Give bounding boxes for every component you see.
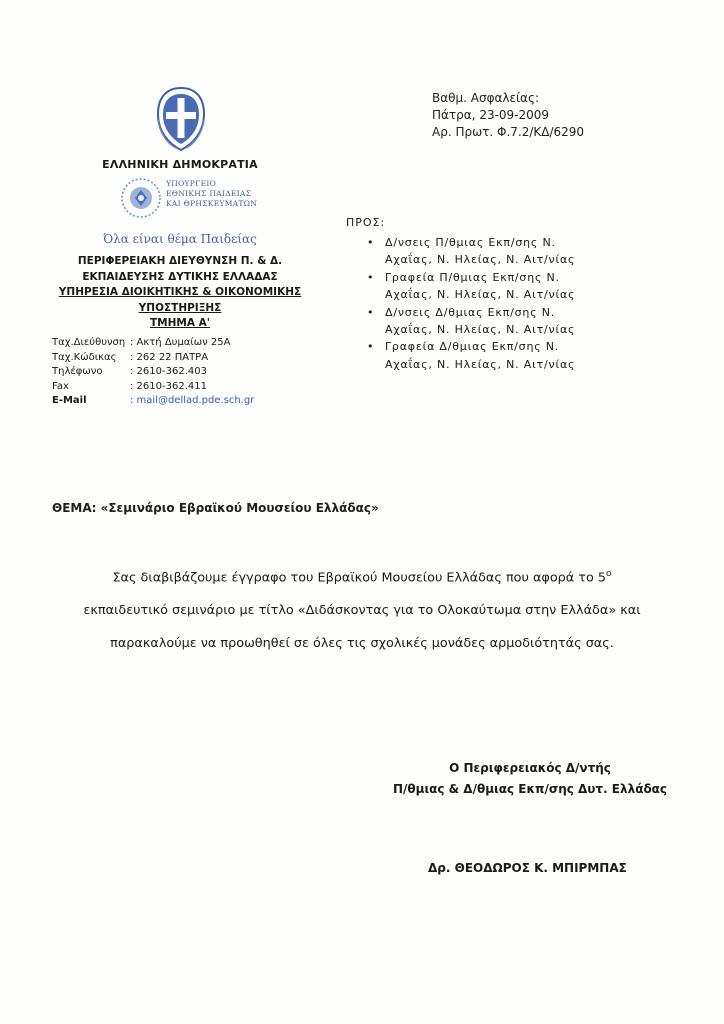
greek-coat-of-arms-icon: [152, 84, 210, 154]
contact-label: Fax: [52, 380, 69, 392]
subject-line: ΘΕΜΑ: «Σεμινάριο Εβραϊκού Μουσείου Ελλάδας»: [52, 501, 379, 515]
contact-row: [52, 351, 254, 366]
contact-row: [52, 394, 254, 409]
ministry-line: ΕΘΝΙΚΗΣ ΠΑΙΔΕΙΑΣ: [166, 189, 252, 198]
ministry-logo-icon: [118, 175, 164, 221]
body-line: παρακαλούμε να προωθηθεί σε όλες τις σχολικές μονάδες αρμοδιότητάς σας.: [110, 636, 614, 652]
recipients-list: [367, 234, 575, 373]
bullet-icon: •: [367, 236, 375, 249]
department-line: ΥΠΗΡΕΣΙΑ ΔΙΟΙΚΗΤΙΚΗΣ & ΟΙΚΟΝΟΜΙΚΗΣ: [58, 286, 302, 298]
signatory-title: Ο Περιφερειακός Δ/ντής: [449, 761, 611, 775]
ministry-name: [166, 179, 257, 209]
recipient-line: Γραφεία Π/θμιας Εκπ/σης Ν.: [385, 270, 560, 284]
department-line: ΠΕΡΙΦΕΡΕΙΑΚΗ ΔΙΕΥΘΥΝΣΗ Π. & Δ.: [77, 255, 283, 267]
contact-value: : 2610-362.411: [130, 380, 207, 392]
republic-title: ΕΛΛΗΝΙΚΗ ΔΗΜΟΚΡΑΤΙΑ: [102, 158, 258, 171]
contact-row: [52, 365, 254, 380]
contact-block: [52, 336, 254, 409]
body-line: [52, 558, 672, 594]
recipient-line: Αχαΐας, Ν. Ηλείας, Ν. Αιτ/νίας: [385, 357, 576, 371]
contact-label: Ταχ.Κώδικας: [52, 351, 117, 363]
contact-label: Ταχ.Διεύθυνση: [52, 337, 126, 348]
recipients-heading: ΠΡΟΣ:: [346, 216, 386, 229]
place-date: Πάτρα, 23-09-2009: [432, 108, 550, 122]
contact-row: [52, 380, 254, 395]
contact-value: : Ακτή Δυμαίων 25Α: [130, 337, 231, 348]
list-item: [367, 304, 575, 339]
recipient-line: Αχαΐας, Ν. Ηλείας, Ν. Αιτ/νίας: [385, 323, 576, 337]
ministry-line: ΥΠΟΥΡΓΕΙΟ: [166, 179, 217, 188]
recipient-line: Δ/νσεις Π/θμιας Εκπ/σης Ν.: [385, 236, 556, 249]
signatory-name: Δρ. ΘΕΟΔΩΡΟΣ Κ. ΜΠΙΡΜΠΑΣ: [428, 861, 627, 875]
ordinal-superscript: ο: [606, 569, 612, 579]
security-level: Βαθμ. Ασφαλείας:: [432, 91, 540, 105]
contact-row: [52, 336, 254, 351]
signatory-subtitle: Π/θμιας & Δ/θμιας Εκπ/σης Δυτ. Ελλάδας: [392, 782, 668, 796]
department-block: [40, 254, 320, 332]
protocol-number: Αρ. Πρωτ. Φ.7.2/ΚΔ/6290: [432, 125, 585, 139]
slogan: Όλα είναι θέμα Παιδείας: [103, 232, 257, 246]
department-line: ΤΜΗΜΑ Α': [150, 317, 210, 329]
contact-value: : 2610-362.403: [130, 366, 207, 377]
recipient-line: Αχαΐας, Ν. Ηλείας, Ν. Αιτ/νίας: [385, 253, 576, 267]
ministry-line: ΚΑΙ ΘΡΗΣΚΕΥΜΑΤΩΝ: [166, 199, 258, 208]
recipient-line: Δ/νσεις Δ/θμιας Εκπ/σης Ν.: [385, 305, 556, 319]
email-link[interactable]: : mail@dellad.pde.sch.gr: [130, 395, 255, 406]
department-line: ΕΚΠΑΙΔΕΥΣΗΣ ΔΥΤΙΚΗΣ ΕΛΛΑΔΑΣ: [82, 270, 278, 283]
list-item: [367, 338, 575, 373]
bullet-icon: •: [367, 340, 375, 354]
body-line: εκπαιδευτικό σεμινάριο με τίτλο «Διδάσκοντας για το Ολοκαύτωμα στην Ελλάδα» και: [83, 603, 641, 619]
bullet-icon: •: [367, 305, 375, 319]
body-line-1: Σας διαβιβάζουμε έγγραφο του Εβραϊκού Μουσείου Ελλάδας που αφορά το 5: [112, 570, 607, 586]
recipient-line: Γραφεία Δ/θμιας Εκπ/σης Ν.: [385, 340, 560, 354]
contact-label: E-Mail: [52, 395, 87, 406]
list-item: [367, 234, 575, 269]
bullet-icon: •: [367, 270, 375, 284]
department-line: ΥΠΟΣΤΗΡΙΞΗΣ: [138, 301, 222, 314]
contact-label: Τηλέφωνο: [52, 366, 103, 377]
recipient-line: Αχαΐας, Ν. Ηλείας, Ν. Αιτ/νίας: [385, 288, 576, 302]
document-meta: [432, 90, 584, 141]
signature-block: [380, 758, 680, 800]
body-text: [52, 558, 672, 660]
contact-value: : 262 22 ΠΑΤΡΑ: [130, 351, 209, 363]
list-item: [367, 269, 575, 304]
